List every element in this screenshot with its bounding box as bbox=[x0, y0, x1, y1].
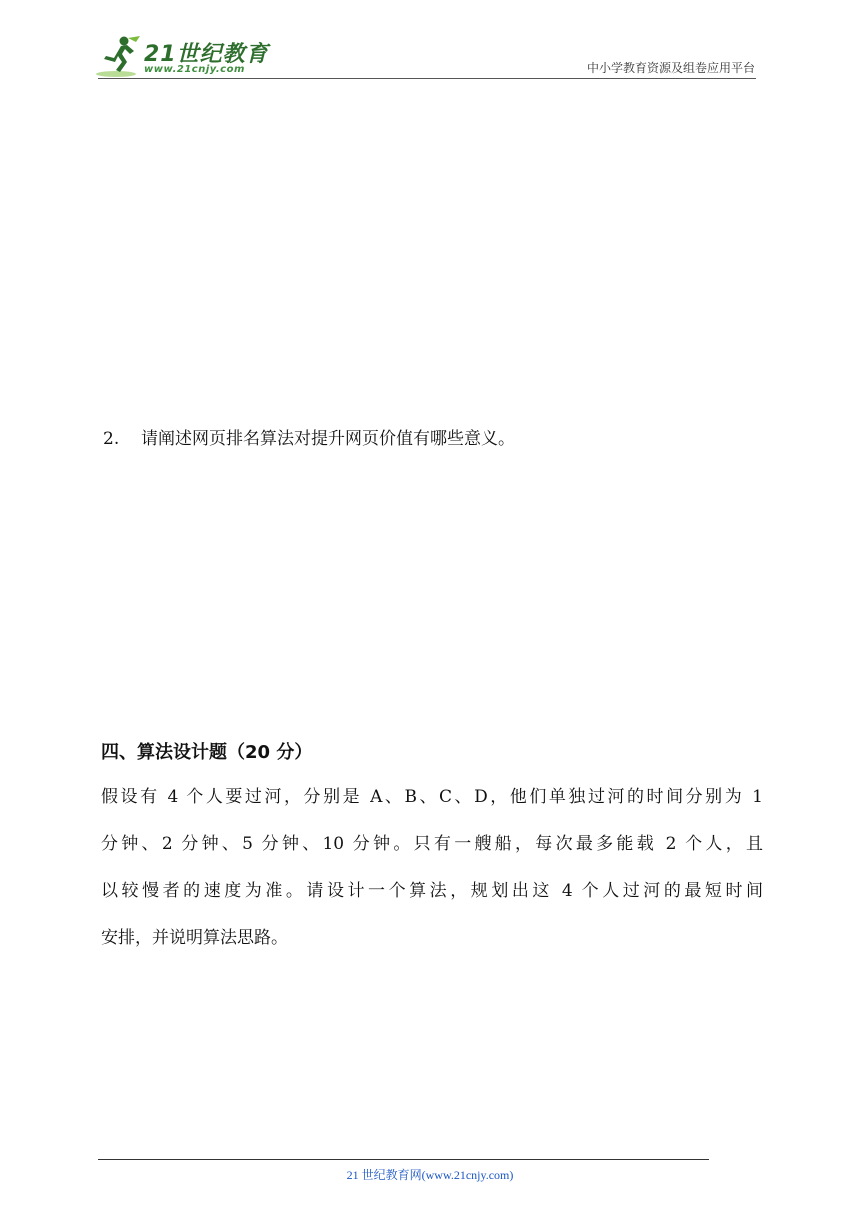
site-logo[interactable] bbox=[94, 34, 269, 78]
question-text: 请阐述网页排名算法对提升网页价值有哪些意义。 bbox=[141, 429, 515, 449]
paragraph-line: 安排，并说明算法思路。 bbox=[101, 928, 288, 948]
paragraph-line: 假设有 4 个人要过河，分别是 A、B、C、D，他们单独过河的时间分别为 1 bbox=[101, 787, 763, 807]
page-header bbox=[0, 0, 860, 90]
question-2 bbox=[103, 424, 515, 449]
footer-link[interactable]: 21 世纪教育网(www.21cnjy.com) bbox=[346, 1168, 514, 1182]
runner-icon bbox=[94, 34, 142, 78]
footer-divider bbox=[98, 1159, 709, 1160]
logo-url: www.21cnjy.com bbox=[144, 64, 245, 75]
section-title: 四、算法设计题（20 分） bbox=[101, 742, 313, 763]
logo-title: 21世纪教育 bbox=[144, 42, 269, 67]
question-number: 2. bbox=[103, 429, 120, 449]
paragraph-line: 分钟、2 分钟、5 分钟、10 分钟。只有一艘船，每次最多能载 2 个人，且 bbox=[101, 834, 763, 854]
header-divider bbox=[98, 78, 756, 79]
platform-slogan: 中小学教育资源及组卷应用平台 bbox=[586, 61, 755, 75]
section-paragraph bbox=[101, 784, 763, 972]
paragraph-line: 以较慢者的速度为准。请设计一个算法，规划出这 4 个人过河的最短时间 bbox=[101, 881, 763, 901]
